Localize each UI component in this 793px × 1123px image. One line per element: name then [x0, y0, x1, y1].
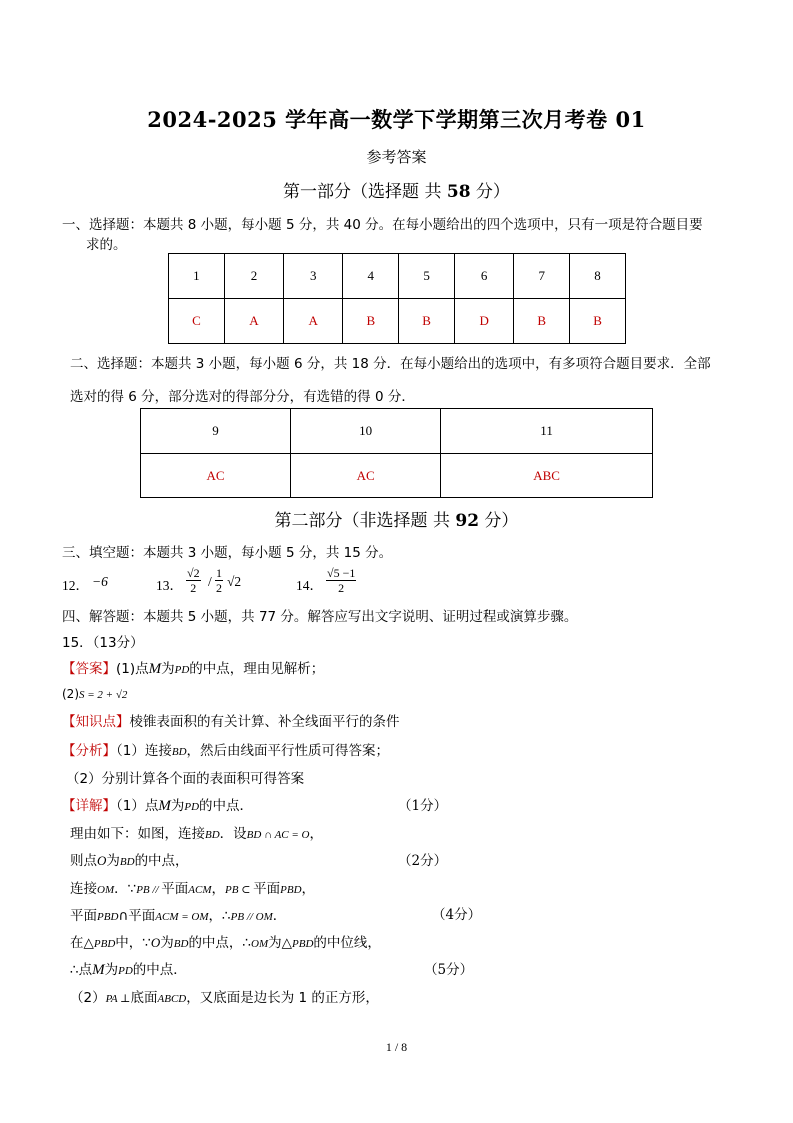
q13-label: 13．: [156, 578, 183, 593]
score-marker: （4分）: [432, 907, 482, 923]
section1-answer-row: [169, 299, 626, 344]
reason-math: BD: [205, 829, 220, 841]
section1-number-row: [169, 254, 626, 299]
page-title: 2024-2025 学年高一数学下学期第三次月考卷 01: [147, 107, 646, 132]
table-cell: 10: [291, 409, 441, 454]
table-cell: 2: [224, 254, 283, 299]
plane-math: PB // OM: [230, 911, 273, 923]
part1-heading: [0, 177, 793, 202]
detail-text: （1）点: [116, 798, 159, 814]
conclusion-text: 的中点．: [132, 962, 187, 978]
analysis-math: BD: [171, 746, 187, 758]
triangle-text: 在△: [70, 935, 94, 951]
plane-text: ，∴: [208, 908, 231, 924]
table-cell: 3: [284, 254, 343, 299]
part1-heading-score: 58: [446, 182, 471, 202]
table-cell: B: [399, 299, 455, 344]
q13-denominator-1: 2: [190, 581, 197, 595]
part2-text: 底面: [130, 990, 158, 1006]
conclusion-text: 为: [104, 962, 119, 978]
table-cell: AC: [141, 454, 291, 498]
answer-math: PD: [174, 664, 190, 676]
triangle-math: O: [150, 935, 161, 950]
conclusion-line: [70, 958, 187, 979]
plane-math: PBD: [97, 911, 119, 923]
section1-instructions-line2: 求的。: [86, 237, 127, 253]
q13-fraction-1: [186, 566, 201, 595]
q13-separator: /: [208, 574, 212, 589]
table-cell: 1: [169, 254, 225, 299]
page-number: 1 / 8: [385, 1040, 408, 1054]
connect-text: ．∵: [114, 881, 137, 897]
detail-text: 为: [170, 798, 185, 814]
detail-tag: 【详解】: [62, 798, 116, 814]
q12-label: 12．: [62, 578, 89, 593]
q12-answer: −6: [92, 574, 108, 589]
part2-heading-pre: 第二部分（非选择题 共: [274, 511, 456, 531]
then-text: 则点: [70, 853, 97, 869]
plane-line: [70, 904, 286, 924]
score-marker: （1分）: [398, 798, 448, 814]
conclusion-math: PD: [118, 965, 133, 977]
detail-math: M: [158, 798, 171, 814]
table-cell: 4: [343, 254, 399, 299]
table-cell: B: [343, 299, 399, 344]
q13-fraction-2: [215, 566, 223, 595]
part2-text: ，又底面是边长为 1 的正方形，: [186, 990, 379, 1006]
detail-line1: [62, 794, 253, 815]
reason-text: ，: [309, 826, 324, 842]
q13-tail: √2: [227, 574, 242, 589]
answer2-expression: S = 2 + √2: [79, 689, 128, 701]
table-cell: 5: [399, 254, 455, 299]
then-text: 的中点，: [134, 853, 189, 869]
connect-text: 平面: [253, 881, 281, 897]
connect-text: ，: [301, 881, 316, 897]
table-cell: 11: [441, 409, 653, 454]
plane-math: ACM = OM: [155, 911, 209, 923]
triangle-line: [70, 931, 381, 951]
answer-text: (1)点: [116, 661, 149, 677]
triangle-math: PBD: [292, 938, 314, 950]
part2-line: [70, 986, 379, 1006]
part2-math: PA ⊥: [105, 993, 131, 1005]
q14-fraction: [326, 566, 356, 595]
analysis-tag: 【分析】: [62, 743, 116, 759]
triangle-text: 为△: [268, 935, 293, 951]
section3-instructions: 三、填空题：本题共 3 小题，每小题 5 分，共 15 分。: [62, 545, 393, 561]
triangle-math: OM: [251, 938, 269, 950]
answer2-line: [62, 686, 127, 702]
q14-numerator: √5 −1: [327, 566, 356, 580]
table-cell: 7: [514, 254, 570, 299]
part1-heading-pre: 第一部分（选择题 共: [283, 182, 447, 202]
triangle-text: 的中点，∴: [188, 935, 252, 951]
table-cell: 8: [570, 254, 626, 299]
connect-text: 连接: [70, 881, 97, 897]
analysis-line2: （2）分别计算各个面的表面积可得答案: [66, 771, 305, 787]
table-cell: B: [514, 299, 570, 344]
plane-text: ．: [272, 908, 287, 924]
reason-text: ．设: [219, 826, 247, 842]
answer-line: [62, 657, 324, 678]
connect-math: ACM: [188, 884, 212, 896]
answer-text: 的中点，理由见解析；: [189, 661, 325, 677]
q15-heading: 15．（13分）: [62, 635, 144, 651]
answer-tag: 【答案】: [62, 661, 116, 677]
then-line: [70, 849, 189, 869]
connect-line: [70, 877, 315, 897]
reason-text: 理由如下：如图，连接: [70, 826, 205, 842]
conclusion-text: ∴点: [70, 962, 93, 978]
analysis-text: （1）连接: [116, 743, 172, 759]
section1-answer-table: [168, 253, 626, 344]
plane-text: 平面: [128, 908, 156, 924]
table-cell: ABC: [441, 454, 653, 498]
connect-math: PB //: [136, 884, 162, 896]
section2-number-row: [141, 409, 653, 454]
section1-instructions-line1: 一、选择题：本题共 8 小题，每小题 5 分，共 40 分。在每小题给出的四个选项中，只有一项是符合题目要: [62, 217, 703, 233]
analysis-line1: [62, 739, 389, 759]
answer2-label: (2): [62, 687, 79, 701]
table-cell: 9: [141, 409, 291, 454]
detail-text: 的中点．: [199, 798, 254, 814]
part2-text: （2）: [70, 990, 106, 1006]
triangle-text: 中，∵: [115, 935, 151, 951]
knowledge-line: [62, 710, 400, 730]
table-cell: A: [224, 299, 283, 344]
section4-instructions: 四、解答题：本题共 5 小题，共 77 分。解答应写出文字说明、证明过程或演算步骤。: [62, 609, 578, 625]
table-cell: A: [284, 299, 343, 344]
connect-text: 平面: [161, 881, 189, 897]
detail-math: PD: [184, 801, 200, 813]
q14-denominator: 2: [338, 581, 345, 595]
part2-math: ABCD: [157, 993, 187, 1005]
connect-math: PB ⊂: [225, 884, 254, 896]
table-cell: B: [570, 299, 626, 344]
connect-text: ，: [211, 881, 225, 897]
reason-math: BD ∩ AC = O: [246, 829, 310, 841]
conclusion-math: M: [92, 962, 105, 978]
q13-numerator-1: √2: [187, 566, 200, 580]
triangle-text: 的中位线，: [313, 935, 381, 951]
triangle-text: 为: [160, 935, 174, 951]
page-subtitle: 参考答案: [366, 148, 427, 166]
connect-math: PBD: [280, 884, 302, 896]
triangle-math: BD: [173, 938, 189, 950]
part2-heading: [0, 506, 793, 531]
part2-heading-score: 92: [455, 511, 480, 531]
answer-math: M: [148, 661, 162, 677]
connect-math: OM: [97, 884, 115, 896]
score-marker: （2分）: [398, 853, 448, 869]
then-math: O: [97, 853, 107, 868]
table-cell: D: [455, 299, 514, 344]
part2-heading-post: 分）: [479, 511, 519, 531]
reason-line: [70, 822, 323, 842]
plane-text: ∩: [118, 908, 129, 924]
part1-heading-post: 分）: [470, 182, 510, 202]
section2-answer-table: [140, 408, 653, 498]
knowledge-tag: 【知识点】: [62, 714, 130, 730]
then-math: BD: [119, 856, 135, 868]
q13-denominator-2: 2: [216, 581, 222, 595]
q14-label: 14．: [296, 578, 323, 593]
section2-instructions-line2: 选对的得 6 分，部分选对的得部分分，有选错的得 0 分．: [70, 389, 415, 405]
section2-answer-row: [141, 454, 653, 498]
knowledge-text: 棱锥表面积的有关计算、补全线面平行的条件: [129, 714, 400, 730]
plane-text: 平面: [70, 908, 97, 924]
table-cell: AC: [291, 454, 441, 498]
section2-instructions-line1: 二、选择题：本题共 3 小题，每小题 6 分，共 18 分．在每小题给出的选项中，有多项符合题目要求．全部: [70, 356, 711, 372]
triangle-math: PBD: [93, 938, 116, 950]
answer-text: 为: [161, 661, 175, 677]
then-text: 为: [106, 853, 120, 869]
q13-numerator-2: 1: [216, 566, 222, 580]
analysis-text: ，然后由线面平行性质可得答案；: [186, 743, 390, 759]
table-cell: C: [169, 299, 225, 344]
score-marker: （5分）: [424, 962, 474, 978]
table-cell: 6: [455, 254, 514, 299]
